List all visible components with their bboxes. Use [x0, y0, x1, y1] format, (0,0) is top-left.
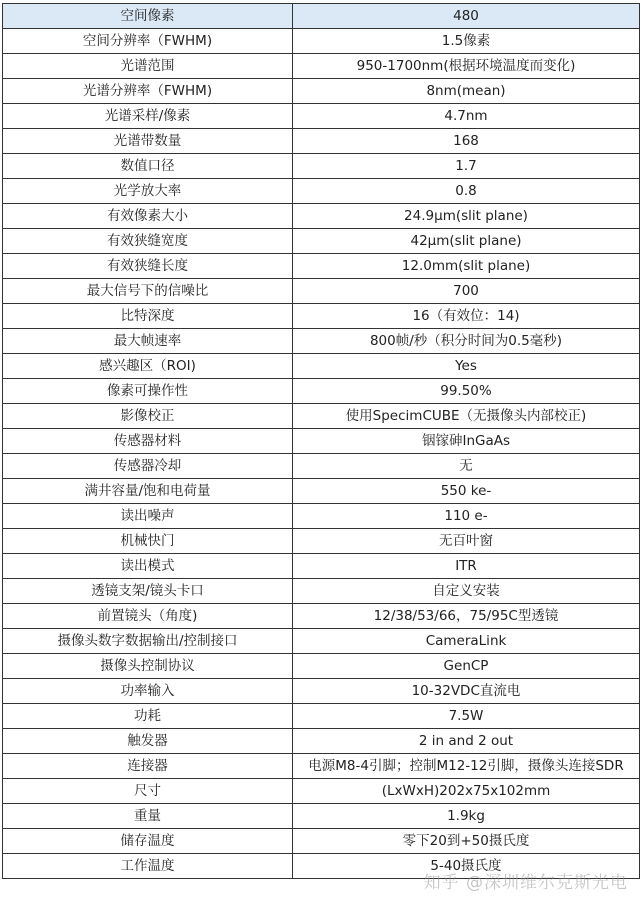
table-row — [3, 279, 640, 304]
spec-value: 无百叶窗 — [293, 529, 640, 554]
table-row — [3, 304, 640, 329]
spec-name: 最大帧速率 — [3, 329, 293, 354]
spec-name: 重量 — [3, 804, 293, 829]
spec-value: 铟镓砷InGaAs — [293, 429, 640, 454]
spec-value: 110 e- — [293, 504, 640, 529]
spec-value: 1.5像素 — [293, 29, 640, 54]
table-row — [3, 479, 640, 504]
spec-name: 光谱分辨率（FWHM) — [3, 79, 293, 104]
table-row — [3, 604, 640, 629]
spec-value: 7.5W — [293, 704, 640, 729]
spec-value: 1.7 — [293, 154, 640, 179]
spec-name: 储存温度 — [3, 829, 293, 854]
table-row — [3, 804, 640, 829]
spec-table — [2, 3, 640, 879]
spec-value: 550 ke- — [293, 479, 640, 504]
spec-name: 空间像素 — [3, 4, 293, 29]
table-row — [3, 454, 640, 479]
spec-name: 触发器 — [3, 729, 293, 754]
spec-value: (LxWxH)202x75x102mm — [293, 779, 640, 804]
spec-name: 空间分辨率（FWHM) — [3, 29, 293, 54]
table-row — [3, 579, 640, 604]
table-row — [3, 54, 640, 79]
spec-name: 比特深度 — [3, 304, 293, 329]
spec-name: 尺寸 — [3, 779, 293, 804]
spec-value: 12.0mm(slit plane) — [293, 254, 640, 279]
spec-value: 4.7nm — [293, 104, 640, 129]
spec-name: 满井容量/饱和电荷量 — [3, 479, 293, 504]
table-row — [3, 129, 640, 154]
spec-name: 感兴趣区（ROI) — [3, 354, 293, 379]
spec-value: ITR — [293, 554, 640, 579]
spec-name: 有效像素大小 — [3, 204, 293, 229]
spec-name: 光谱范围 — [3, 54, 293, 79]
table-row — [3, 154, 640, 179]
spec-name: 有效狭缝长度 — [3, 254, 293, 279]
spec-name: 机械快门 — [3, 529, 293, 554]
watermark: 知乎 @深圳维尔克斯光电 — [423, 873, 628, 893]
table-row — [3, 254, 640, 279]
table-row — [3, 779, 640, 804]
spec-name: 前置镜头（角度) — [3, 604, 293, 629]
spec-value: 8nm(mean) — [293, 79, 640, 104]
table-row — [3, 654, 640, 679]
table-row — [3, 104, 640, 129]
spec-value: GenCP — [293, 654, 640, 679]
table-row — [3, 504, 640, 529]
table-row — [3, 329, 640, 354]
table-row — [3, 4, 640, 29]
table-row — [3, 554, 640, 579]
table-row — [3, 854, 640, 879]
spec-value: 16（有效位：14) — [293, 304, 640, 329]
table-row — [3, 404, 640, 429]
spec-value: 950-1700nm(根据环境温度而变化) — [293, 54, 640, 79]
spec-name: 影像校正 — [3, 404, 293, 429]
spec-value: 0.8 — [293, 179, 640, 204]
table-row — [3, 379, 640, 404]
spec-name: 光谱带数量 — [3, 129, 293, 154]
spec-name: 功率输入 — [3, 679, 293, 704]
table-row — [3, 829, 640, 854]
spec-value: 5-40摄氏度 — [293, 854, 640, 879]
spec-name: 功耗 — [3, 704, 293, 729]
spec-name: 像素可操作性 — [3, 379, 293, 404]
table-row — [3, 629, 640, 654]
table-row — [3, 529, 640, 554]
spec-name: 传感器冷却 — [3, 454, 293, 479]
spec-name: 连接器 — [3, 754, 293, 779]
spec-value: 自定义安装 — [293, 579, 640, 604]
table-row — [3, 429, 640, 454]
spec-name: 最大信号下的信噪比 — [3, 279, 293, 304]
table-row — [3, 204, 640, 229]
spec-name: 摄像头控制协议 — [3, 654, 293, 679]
spec-name: 读出噪声 — [3, 504, 293, 529]
spec-value: 480 — [293, 4, 640, 29]
spec-value: 700 — [293, 279, 640, 304]
table-row — [3, 229, 640, 254]
table-row — [3, 679, 640, 704]
spec-value: 800帧/秒（积分时间为0.5毫秒) — [293, 329, 640, 354]
spec-name: 数值口径 — [3, 154, 293, 179]
table-row — [3, 729, 640, 754]
table-row — [3, 354, 640, 379]
spec-value: 12/38/53/66，75/95C型透镜 — [293, 604, 640, 629]
spec-value: CameraLink — [293, 629, 640, 654]
spec-name: 工作温度 — [3, 854, 293, 879]
spec-value: 168 — [293, 129, 640, 154]
table-row — [3, 754, 640, 779]
table-row — [3, 179, 640, 204]
table-row — [3, 79, 640, 104]
spec-value: 零下20到+50摄氏度 — [293, 829, 640, 854]
table-row — [3, 29, 640, 54]
spec-value: 99.50% — [293, 379, 640, 404]
spec-name: 光谱采样/像素 — [3, 104, 293, 129]
spec-name: 读出模式 — [3, 554, 293, 579]
spec-value: 42μm(slit plane) — [293, 229, 640, 254]
spec-value: 使用SpecimCUBE（无摄像头内部校正) — [293, 404, 640, 429]
spec-value: 10-32VDC直流电 — [293, 679, 640, 704]
spec-value: 无 — [293, 454, 640, 479]
spec-name: 摄像头数字数据输出/控制接口 — [3, 629, 293, 654]
table-row — [3, 704, 640, 729]
spec-name: 传感器材料 — [3, 429, 293, 454]
spec-name: 透镜支架/镜头卡口 — [3, 579, 293, 604]
spec-value: 1.9kg — [293, 804, 640, 829]
spec-value: 电源M8-4引脚；控制M12-12引脚，摄像头连接SDR — [293, 754, 640, 779]
spec-value: 24.9μm(slit plane) — [293, 204, 640, 229]
spec-value: Yes — [293, 354, 640, 379]
spec-name: 有效狭缝宽度 — [3, 229, 293, 254]
spec-name: 光学放大率 — [3, 179, 293, 204]
spec-value: 2 in and 2 out — [293, 729, 640, 754]
